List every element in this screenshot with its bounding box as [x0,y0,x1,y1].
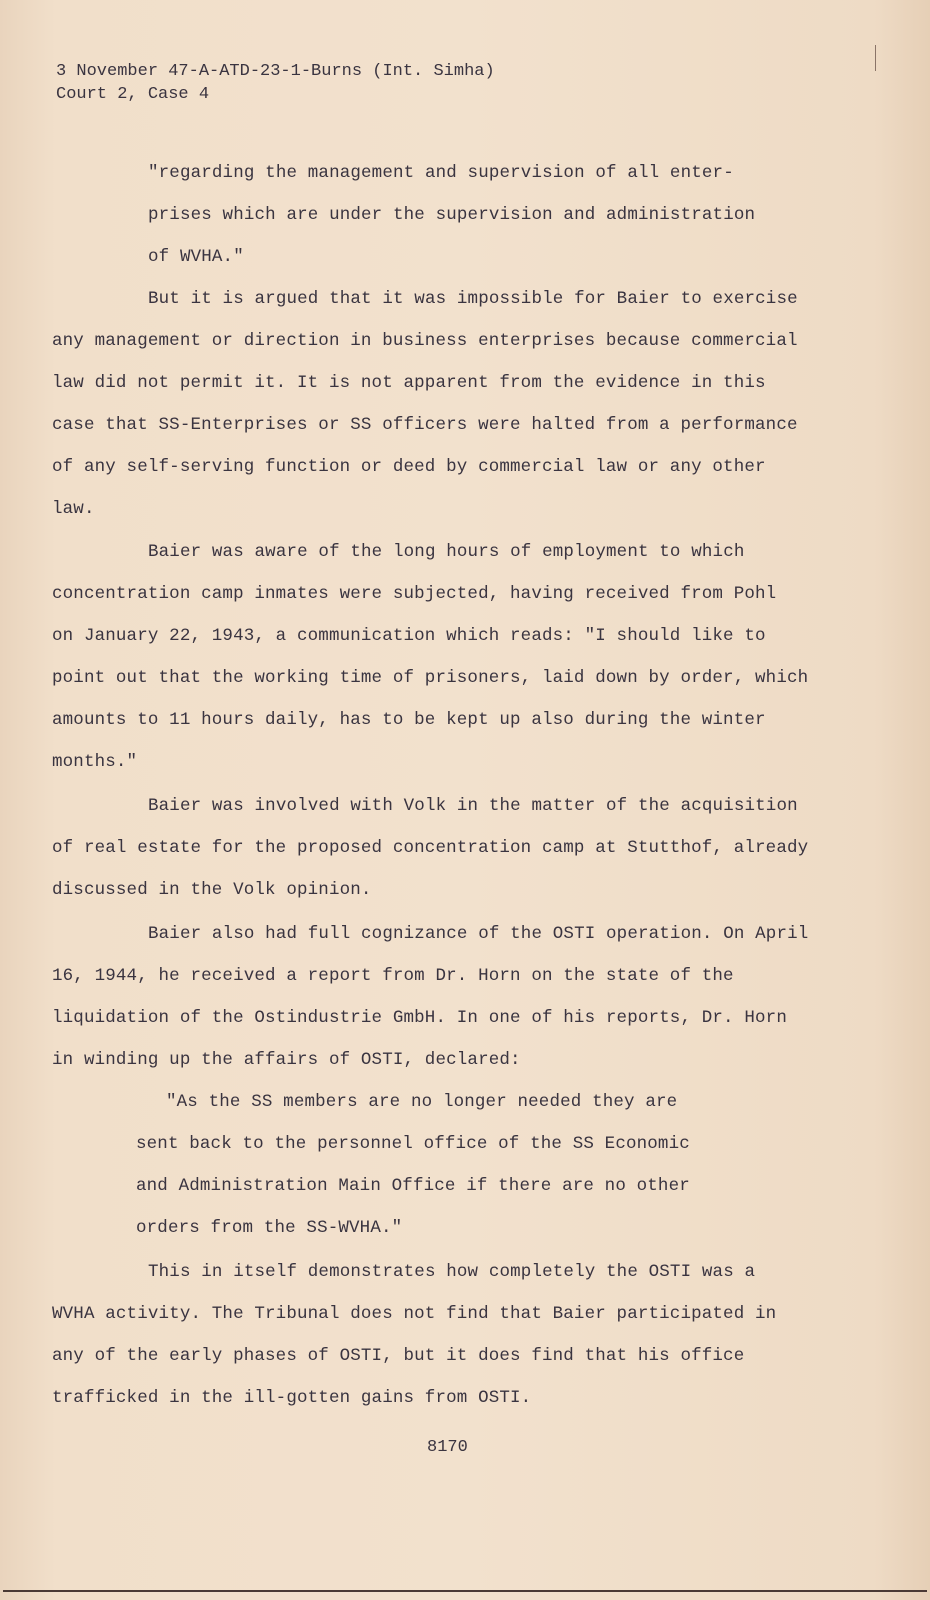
text-line: prises which are under the supervision and administration [148,205,756,225]
quoted-text-line: "As the SS members are no longer needed they are [166,1092,678,1112]
text-line: point out that the working time of prisoners, laid down by order, which [52,668,809,688]
text-line: of real estate for the proposed concentration camp at Stutthof, already [52,838,809,858]
text-line: discussed in the Volk opinion. [52,880,372,900]
text-line: Baier also had full cognizance of the OSTI operation. On April [148,924,809,944]
text-line: on January 22, 1943, a communication which reads: "I should like to [52,626,766,646]
text-line: concentration camp inmates were subjected, having received from Pohl [52,584,777,604]
quoted-text-line: orders from the SS-WVHA." [136,1218,403,1238]
text-line: trafficked in the ill-gotten gains from OSTI. [52,1388,532,1408]
document-header [56,60,495,106]
header-line-date-reference: 3 November 47-A-ATD-23-1-Burns (Int. Simha) [56,62,495,81]
text-line: "regarding the management and supervision of all enter- [148,163,734,183]
text-line: case that SS-Enterprises or SS officers were halted from a performance [52,415,798,435]
text-line: Baier was involved with Volk in the matter of the acquisition [148,796,798,816]
text-line: WVHA activity. The Tribunal does not find that Baier participated in [52,1304,777,1324]
text-line: any of the early phases of OSTI, but it does find that his office [52,1346,745,1366]
quoted-text-line: and Administration Main Office if there are no other [136,1176,690,1196]
quoted-text-line: sent back to the personnel office of the SS Economic [136,1134,690,1154]
text-line: 16, 1944, he received a report from Dr. Horn on the state of the [52,966,734,986]
text-line: of WVHA." [148,247,244,267]
text-line: Baier was aware of the long hours of employment to which [148,542,745,562]
text-line: amounts to 11 hours daily, has to be kept up also during the winter [52,710,766,730]
page-number: 8170 [427,1438,468,1457]
text-line: of any self-serving function or deed by commercial law or any other [52,457,766,477]
text-line: any management or direction in business enterprises because commercial [52,331,798,351]
bottom-edge [3,1590,927,1592]
paper-mark [875,45,876,71]
text-line: law. [52,499,95,519]
text-line: law did not permit it. It is not apparent from the evidence in this [52,373,766,393]
text-line: This in itself demonstrates how completely the OSTI was a [148,1262,756,1282]
text-line: months." [52,752,138,772]
text-line: in winding up the affairs of OSTI, declared: [52,1050,521,1070]
text-line: But it is argued that it was impossible for Baier to exercise [148,289,798,309]
text-line: liquidation of the Ostindustrie GmbH. In one of his reports, Dr. Horn [52,1008,787,1028]
header-line-court-case: Court 2, Case 4 [56,85,210,104]
